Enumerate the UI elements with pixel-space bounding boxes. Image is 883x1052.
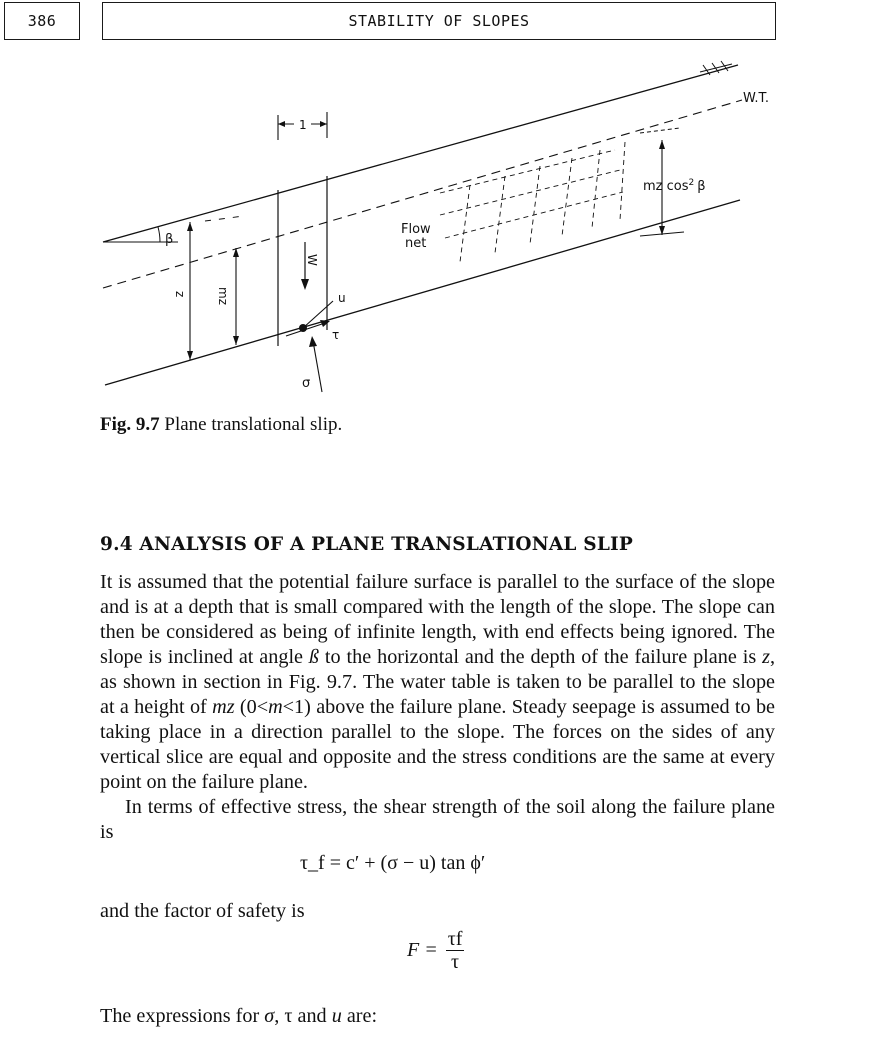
sigma-arrow <box>313 341 322 392</box>
flow-net <box>440 142 625 262</box>
beta-arc <box>158 227 160 242</box>
page-number: 386 <box>4 2 80 40</box>
equation-factor-of-safety: F = $\frac{\tau f}{\tau}$ <box>407 928 463 973</box>
paragraph-2: In terms of effective stress, the shear strength of the soil along the failure plane is <box>100 796 775 843</box>
equation-shear-strength: τ_f = c′ + (σ − u) tan ϕ′ <box>300 852 486 874</box>
flow-net-label-1: Flow <box>401 222 431 237</box>
u-arrow <box>303 301 333 328</box>
beta-label: β <box>165 232 174 247</box>
u-label: u <box>338 291 346 305</box>
figure-caption: Fig. 9.7 Plane translational slip. <box>100 414 343 435</box>
mz-label: mz <box>216 287 230 305</box>
figure-plane-translational-slip <box>0 50 883 410</box>
factor-of-safety-text: and the factor of safety is <box>100 900 305 922</box>
water-table-line <box>103 100 742 288</box>
dash-guide <box>205 216 244 221</box>
body-text <box>100 570 775 845</box>
flow-net-label-2: net <box>405 236 427 251</box>
weight-label: W <box>305 254 319 266</box>
expressions-line: The expressions for σ, τ and u are: <box>100 1005 378 1027</box>
sigma-label: σ <box>302 376 311 391</box>
section-heading: 9.4 ANALYSIS OF A PLANE TRANSLATIONAL SLIP <box>100 534 633 555</box>
paragraph-1: It is assumed that the potential failure surface is parallel to the surface of the slope and is at a depth that is small compared with the length of the slope. The slope can then be considered as being of infinite length, with end effects being ignored. The slope is inclined at angle ß to the horizontal and the depth of the failure plane is z, as shown in section in Fig. 9.7. The water table is taken to be parallel to the slope at a height of mz (0<m<1) above the failure plane. Steady seepage is assumed to be taking place in a direction parallel to the slope. The forces on the sides of any vertical slice are equal and opposite and the stress conditions are the same at every point on the failure plane. <box>100 571 775 793</box>
wt-label: W.T. <box>743 91 770 106</box>
mz-cos-label: mz $\cos^2 \beta$ <box>643 178 706 194</box>
running-head: STABILITY OF SLOPES <box>102 2 776 40</box>
slope-surface-line <box>103 65 738 242</box>
tau-label: τ <box>332 328 340 342</box>
width-label: 1 <box>299 118 307 132</box>
z-label: z <box>173 291 187 298</box>
